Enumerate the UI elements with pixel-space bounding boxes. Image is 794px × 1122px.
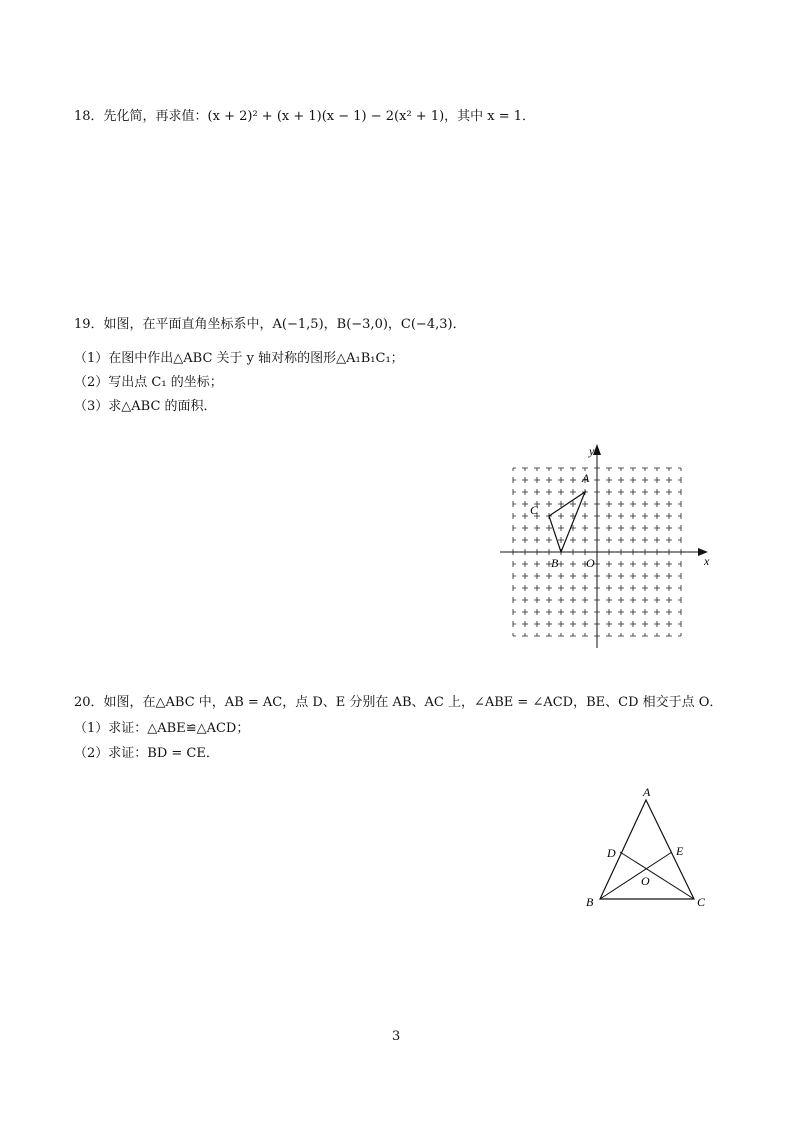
origin-label: O — [586, 556, 595, 570]
x-axis-label: x — [704, 554, 710, 568]
vertex-c-label: C — [697, 895, 706, 909]
question-20-text: 如图，在△ABC 中，AB = AC，点 D、E 分别在 AB、AC 上，∠ABE = ∠ACD，BE、CD 相交于点 O． — [103, 695, 723, 710]
point-e-label: E — [676, 844, 684, 858]
question-19-number: 19． — [74, 317, 104, 332]
triangle-figure — [580, 780, 710, 915]
page-number: 3 — [392, 1029, 401, 1044]
question-20 — [74, 694, 722, 712]
question-18 — [74, 108, 535, 126]
question-20-part-2: （2）求证：BD = CE． — [74, 746, 219, 761]
question-19 — [74, 316, 466, 334]
point-a-label: A — [582, 471, 590, 485]
question-18-text: 先化简，再求值：(x + 2)² + (x + 1)(x − 1) − 2(x² + 1)，其中 x = 1． — [103, 109, 536, 124]
point-b-label: B — [551, 556, 559, 570]
vertex-a-label: A — [643, 785, 651, 799]
question-19-part-2: （2）写出点 C₁ 的坐标； — [74, 375, 223, 390]
point-c-label: C — [530, 503, 539, 517]
y-axis-label: y — [589, 444, 595, 458]
triangle-abc — [549, 492, 585, 552]
question-20-number: 20． — [74, 695, 104, 710]
question-19-part-1: （1）在图中作出△ABC 关于 y 轴对称的图形△A₁B₁C₁； — [74, 351, 404, 366]
question-19-text: 如图，在平面直角坐标系中，A(−1,5)，B(−3,0)，C(−4,3)． — [103, 317, 466, 332]
point-o-label: O — [641, 874, 650, 888]
question-20-part-1: （1）求证：△ABE≌△ACD； — [74, 721, 250, 736]
question-18-number: 18． — [74, 109, 104, 124]
vertex-b-label: B — [586, 895, 594, 909]
coordinate-grid-figure — [500, 440, 720, 652]
question-19-part-3: （3）求△ABC 的面积． — [74, 399, 217, 414]
point-d-label: D — [607, 846, 616, 860]
